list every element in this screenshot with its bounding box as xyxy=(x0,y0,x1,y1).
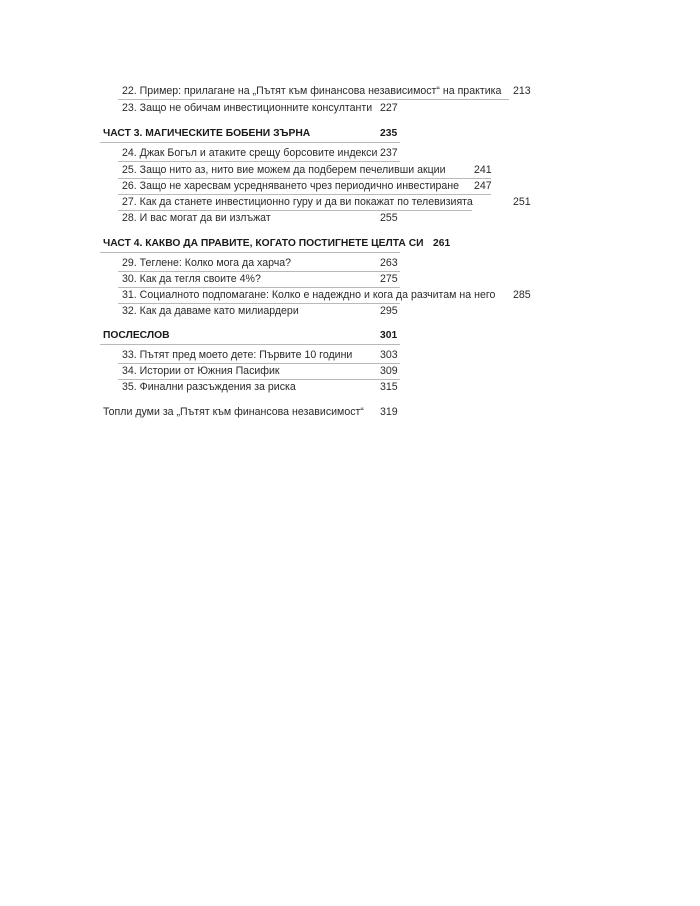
toc-entry-29-page: 263 xyxy=(380,257,398,269)
toc-entry-22-page: 213 xyxy=(513,85,531,97)
toc-entry-26-title: 26. Защо не харесвам усредняването чрез периодично инвестиране xyxy=(122,180,460,192)
toc-part-4-title: ЧАСТ 4. КАКВО ДА ПРАВИТЕ, КОГАТО ПОСТИГНЕТЕ ЦЕЛТА СИ xyxy=(103,238,424,249)
toc-praise-title: Топли думи за „Пътят към финансова независимост“ xyxy=(103,406,364,418)
toc-part-4-page: 261 xyxy=(433,238,451,249)
toc-entry-33-page: 303 xyxy=(380,349,398,361)
toc-part-3-page: 235 xyxy=(380,128,398,139)
toc-entry-35-page: 315 xyxy=(380,381,398,393)
toc-entry-35-title: 35. Финални разсъждения за риска xyxy=(122,381,296,393)
toc-afterword-title: ПОСЛЕСЛОВ xyxy=(103,330,170,341)
toc-entry-27-page: 251 xyxy=(513,196,531,208)
toc-entry-31-page: 285 xyxy=(513,289,531,301)
toc-entry-25-title: 25. Защо нито аз, нито вие можем да подберем печеливши акции xyxy=(122,164,446,176)
toc-entry-24-title: 24. Джак Богъл и атаките срещу борсовите индекси xyxy=(122,147,378,159)
toc-entry-30-title: 30. Как да тегля своите 4%? xyxy=(122,273,261,285)
toc-entry-30-page: 275 xyxy=(380,273,398,285)
toc-entry-24-page: 237 xyxy=(380,147,398,159)
toc-entry-23-page: 227 xyxy=(380,102,398,114)
toc-entry-28-page: 255 xyxy=(380,212,398,224)
toc-entry-25-page: 241 xyxy=(474,164,492,176)
toc-entry-32-title: 32. Как да даваме като милиардери xyxy=(122,305,299,317)
toc-entry-22-title: 22. Пример: прилагане на „Пътят към финансова независимост“ на практика xyxy=(122,85,502,97)
toc-entry-31-title: 31. Социалното подпомагане: Колко е надеждно и кога да разчитам на него xyxy=(122,289,496,301)
toc-part-rule xyxy=(100,252,400,253)
toc-entry-28-title: 28. И вас могат да ви излъжат xyxy=(122,212,271,224)
toc-part-rule xyxy=(100,344,400,345)
toc-afterword-page: 301 xyxy=(380,330,398,341)
toc-praise-page: 319 xyxy=(380,406,398,418)
toc-entry-34-title: 34. Истории от Южния Пасифик xyxy=(122,365,280,377)
toc-part-3-title: ЧАСТ 3. МАГИЧЕСКИТЕ БОБЕНИ ЗЪРНА xyxy=(103,128,311,139)
toc-entry-34-page: 309 xyxy=(380,365,398,377)
toc-entry-rule xyxy=(118,99,509,100)
toc-entry-rule xyxy=(118,161,400,162)
toc-entry-27-title: 27. Как да станете инвестиционно гуру и да ви покажат по телевизията xyxy=(122,196,473,208)
toc-entry-29-title: 29. Теглене: Колко мога да харча? xyxy=(122,257,292,269)
toc-entry-32-page: 295 xyxy=(380,305,398,317)
toc-entry-26-page: 247 xyxy=(474,180,492,192)
toc-entry-33-title: 33. Пътят пред моето дете: Първите 10 години xyxy=(122,349,353,361)
toc-part-rule xyxy=(100,142,400,143)
toc-entry-23-title: 23. Защо не обичам инвестиционните консултанти xyxy=(122,102,373,114)
